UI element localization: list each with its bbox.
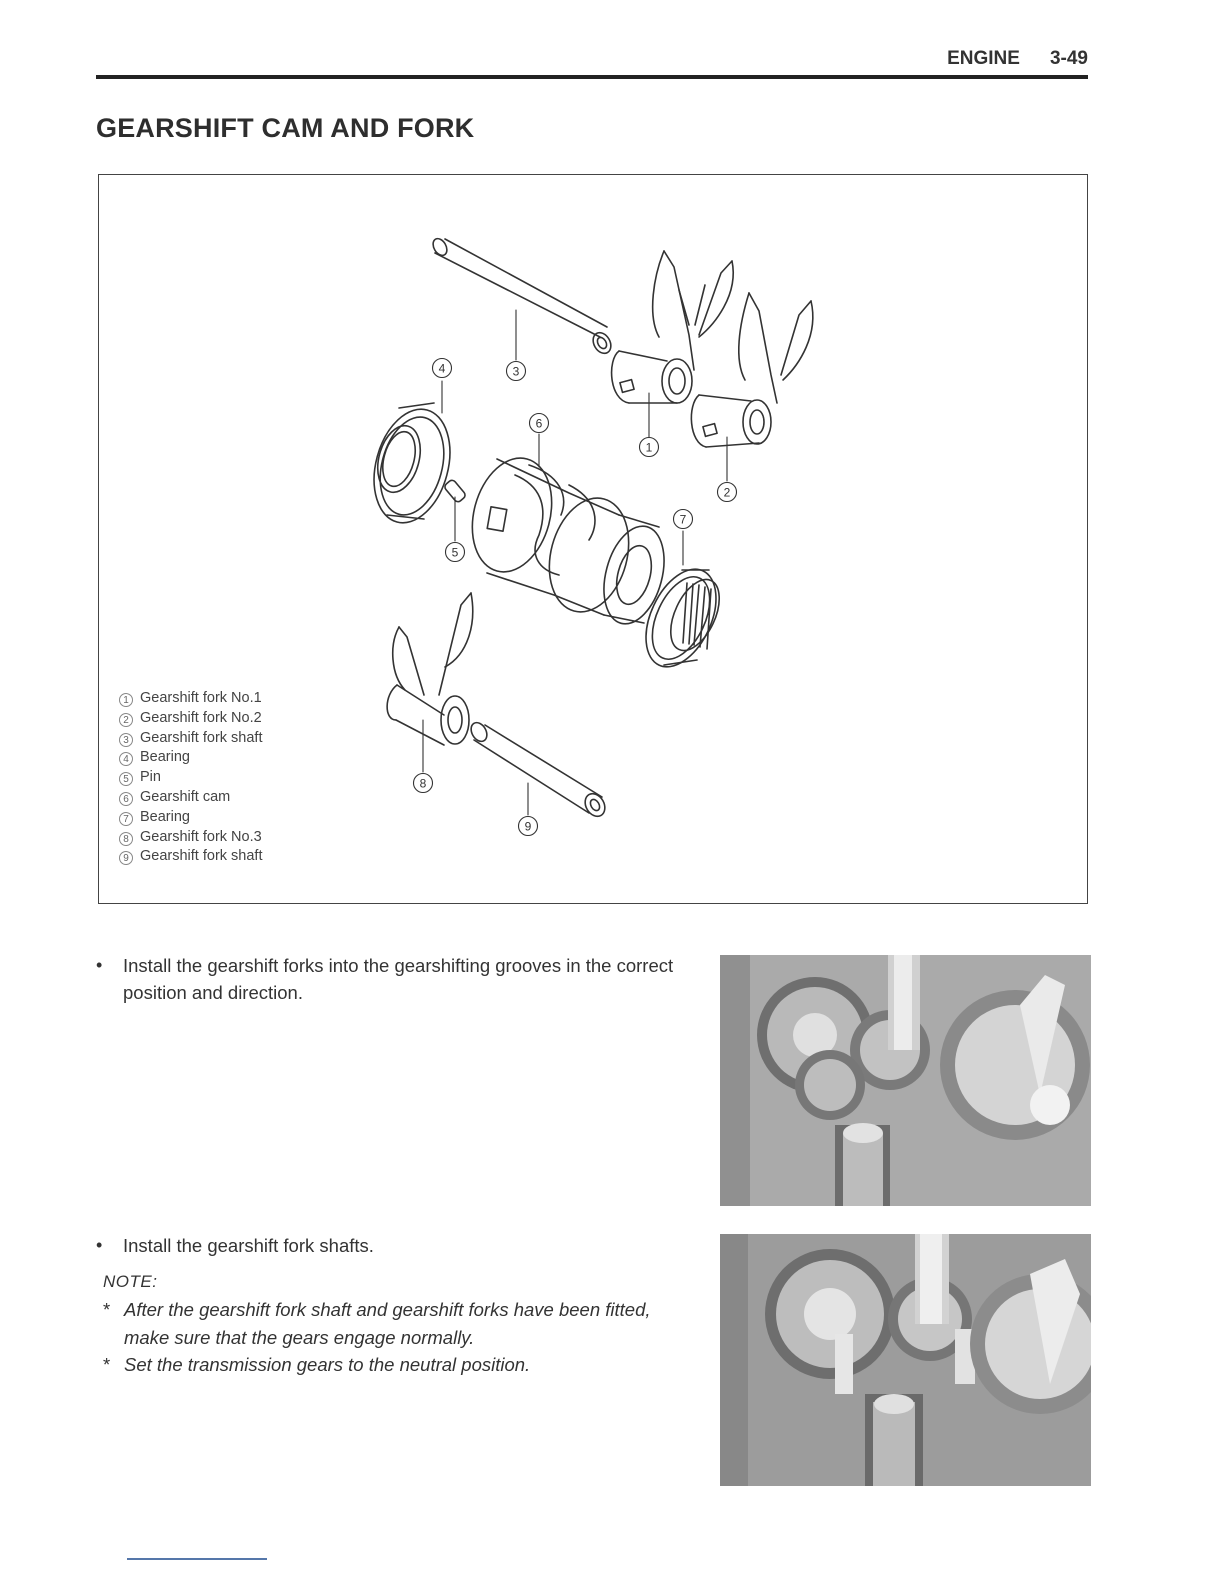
note-text: After the gearshift fork shaft and gearshift forks have been fitted, make sure that the gears engage normally. [124,1299,651,1348]
svg-text:3: 3 [512,364,520,379]
svg-text:9: 9 [524,819,532,834]
fork-1-drawing [612,251,734,403]
needle-bearing-drawing [632,558,730,678]
parts-legend [119,689,263,867]
legend-label: Gearshift fork No.3 [140,828,262,845]
asterisk-marker: * [103,1354,111,1375]
fork-3-drawing [387,593,473,745]
fork-shaft-upper-drawing [430,236,614,356]
leader-lines [423,310,727,815]
svg-text:7: 7 [679,512,687,527]
header-section: ENGINE [947,48,1020,69]
step-text: Install the gearshift forks into the gearshifting grooves in the correct position and direction. [123,955,674,1003]
note-text: Set the transmission gears to the neutral position. [124,1354,531,1375]
bullet-icon: • [96,1235,103,1255]
callout-markers [414,359,737,836]
legend-item [119,788,263,808]
header-rule [96,75,1088,79]
legend-label: Gearshift fork shaft [140,729,263,746]
legend-item [119,847,263,867]
photo-gears-image [720,955,1091,1206]
legend-label: Gearshift fork shaft [140,848,263,865]
legend-label: Bearing [140,808,190,825]
instruction-step-1 [96,952,690,1006]
legend-label: Gearshift fork No.2 [140,709,262,726]
svg-text:2: 2 [723,485,731,500]
instruction-step-2 [96,1232,690,1259]
note-item-2 [103,1351,693,1379]
step-text: Install the gearshift fork shafts. [123,1235,374,1256]
photo-shafts-image [720,1234,1091,1486]
fork-2-drawing [691,293,812,447]
legend-item [119,768,263,788]
bearing-left-drawing [362,401,462,532]
legend-item [119,748,263,768]
legend-item [119,828,263,848]
legend-label: Bearing [140,749,190,766]
legend-number: 4 [119,752,133,766]
legend-item [119,808,263,828]
note-label: NOTE: [103,1272,158,1291]
legend-number: 3 [119,733,133,747]
legend-item [119,729,263,749]
footer-link-underline [127,1558,267,1560]
exploded-diagram [98,174,1088,904]
svg-text:4: 4 [438,361,446,376]
note-item-1 [103,1296,693,1352]
legend-number: 2 [119,713,133,727]
asterisk-marker: * [103,1299,111,1320]
legend-item [119,689,263,709]
legend-label: Pin [140,769,161,786]
legend-number: 7 [119,812,133,826]
svg-text:8: 8 [419,776,427,791]
running-header [820,48,1088,70]
page-number: 3-49 [1049,48,1088,69]
gearshift-cam-drawing [460,449,674,630]
bullet-icon: • [96,955,103,975]
legend-label: Gearshift cam [140,788,231,805]
engine-photo-shafts-installed [720,1234,1091,1486]
svg-text:1: 1 [645,440,653,455]
fork-shaft-lower-drawing [468,720,609,820]
legend-number: 5 [119,772,133,786]
legend-number: 8 [119,832,133,846]
svg-text:6: 6 [535,416,543,431]
legend-number: 1 [119,693,133,707]
legend-number: 9 [119,851,133,865]
page-title: GEARSHIFT CAM AND FORK [96,113,475,143]
legend-number: 6 [119,792,133,806]
legend-label: Gearshift fork No.1 [140,690,262,706]
engine-photo-forks-installed [720,955,1091,1206]
svg-text:5: 5 [451,545,459,560]
legend-item [119,709,263,729]
